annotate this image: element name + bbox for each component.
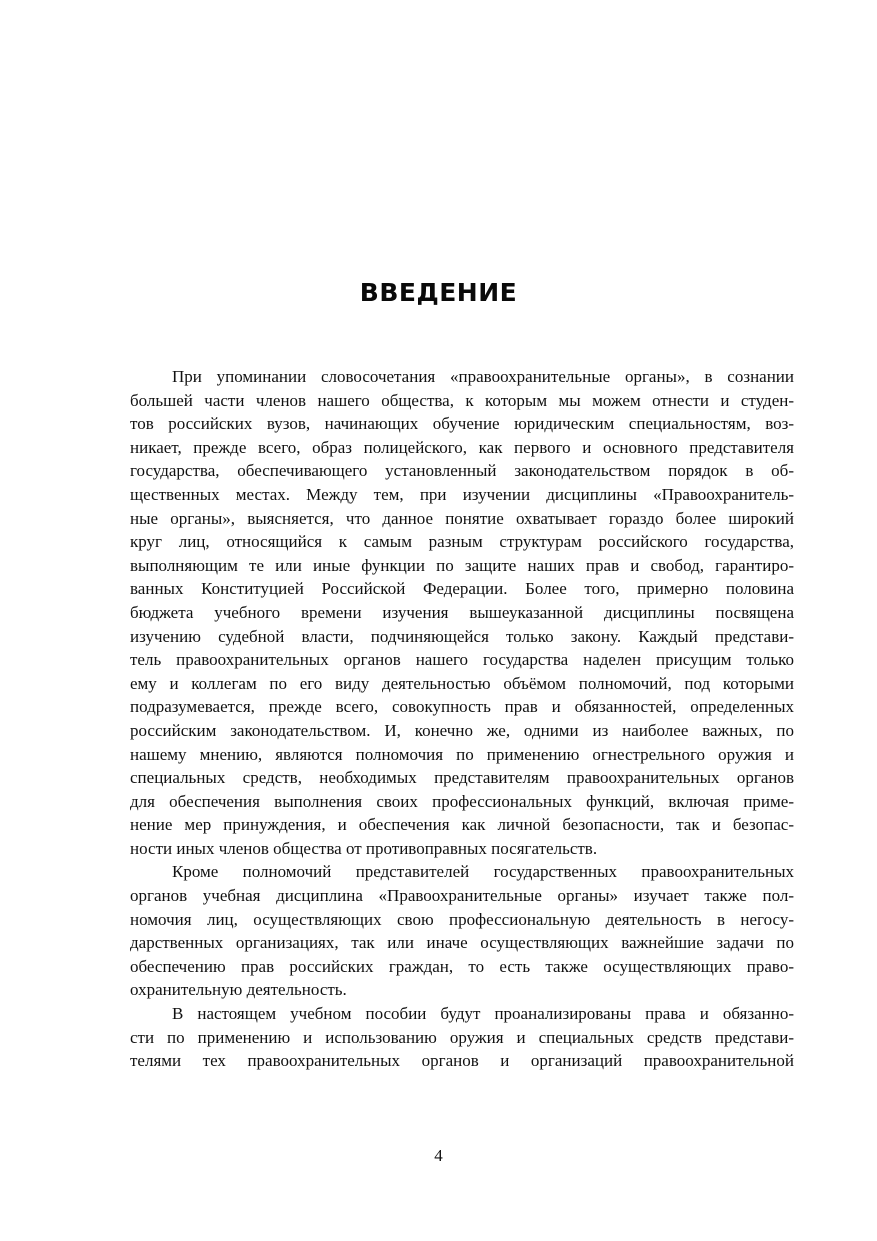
body-text: [130, 365, 794, 1073]
text-line: органов учебная дисциплина «Правоохранительные органы» изучает также пол-: [130, 886, 794, 906]
text-line: нашему мнению, являются полномочия по применению огнестрельного оружия и: [130, 744, 794, 764]
text-line: В настоящем учебном пособии будут проанализированы права и обязанно-: [172, 1004, 794, 1024]
text-line: государства, обеспечивающего установленный законодательством порядок в об-: [130, 461, 794, 481]
text-line: изучению судебной власти, подчиняющейся только закону. Каждый представи-: [130, 626, 794, 646]
text-line: подразумевается, прежде всего, совокупность прав и обязанностей, определенных: [130, 697, 794, 717]
paragraph: [130, 365, 794, 860]
text-line: специальных средств, необходимых представителям правоохранительных органов: [130, 768, 794, 788]
paragraph: [130, 1002, 794, 1073]
text-line: телями тех правоохранительных органов и организаций правоохранительной: [130, 1051, 794, 1071]
text-line: щественных местах. Между тем, при изучении дисциплины «Правоохранитель-: [130, 484, 794, 504]
text-line: ванных Конституцией Российской Федерации. Более того, примерно половина: [130, 579, 794, 599]
text-line: тов российских вузов, начинающих обучение юридическим специальностям, воз-: [130, 414, 794, 434]
text-line: обеспечению прав российских граждан, то есть также осуществляющих право-: [130, 956, 794, 976]
text-line: ности иных членов общества от противоправных посягательств.: [130, 838, 598, 858]
text-line: Кроме полномочий представителей государственных правоохранительных: [172, 862, 794, 882]
text-line: сти по применению и использованию оружия и специальных средств представи-: [130, 1027, 794, 1047]
text-line: нение мер принуждения, и обеспечения как личной безопасности, так и безопас-: [130, 815, 794, 835]
text-line: выполняющим те или иные функции по защите наших прав и свобод, гарантиро-: [130, 555, 794, 575]
text-line: большей части членов нашего общества, к которым мы можем отнести и студен-: [130, 390, 794, 410]
text-line: номочия лиц, осуществляющих свою профессиональную деятельность в негосу-: [130, 909, 794, 929]
text-line: для обеспечения выполнения своих профессиональных функций, включая приме-: [130, 791, 794, 811]
text-line: тель правоохранительных органов нашего государства наделен присущим только: [130, 650, 794, 670]
text-line: охранительную деятельность.: [130, 980, 347, 1000]
text-line: бюджета учебного времени изучения вышеуказанной дисциплины посвящена: [130, 602, 794, 622]
text-line: дарственных организациях, так или иначе осуществляющих важнейшие задачи по: [130, 933, 794, 953]
text-line: круг лиц, относящийся к самым разным структурам российского государства,: [130, 532, 794, 552]
page-title: ВВЕДЕНИЕ: [359, 278, 518, 307]
text-line: никает, прежде всего, образ полицейского, как первого и основного представителя: [130, 437, 794, 457]
text-line: российским законодательством. И, конечно же, одними из наиболее важных, по: [130, 720, 794, 740]
text-line: ему и коллегам по его виду деятельностью объёмом полномочий, под которыми: [130, 673, 794, 693]
page-number: 4: [434, 1146, 443, 1165]
text-line: ные органы», выясняется, что данное понятие охватывает гораздо более широкий: [130, 508, 794, 528]
text-line: При упоминании словосочетания «правоохранительные органы», в сознании: [172, 367, 794, 386]
paragraph: [130, 860, 794, 1002]
